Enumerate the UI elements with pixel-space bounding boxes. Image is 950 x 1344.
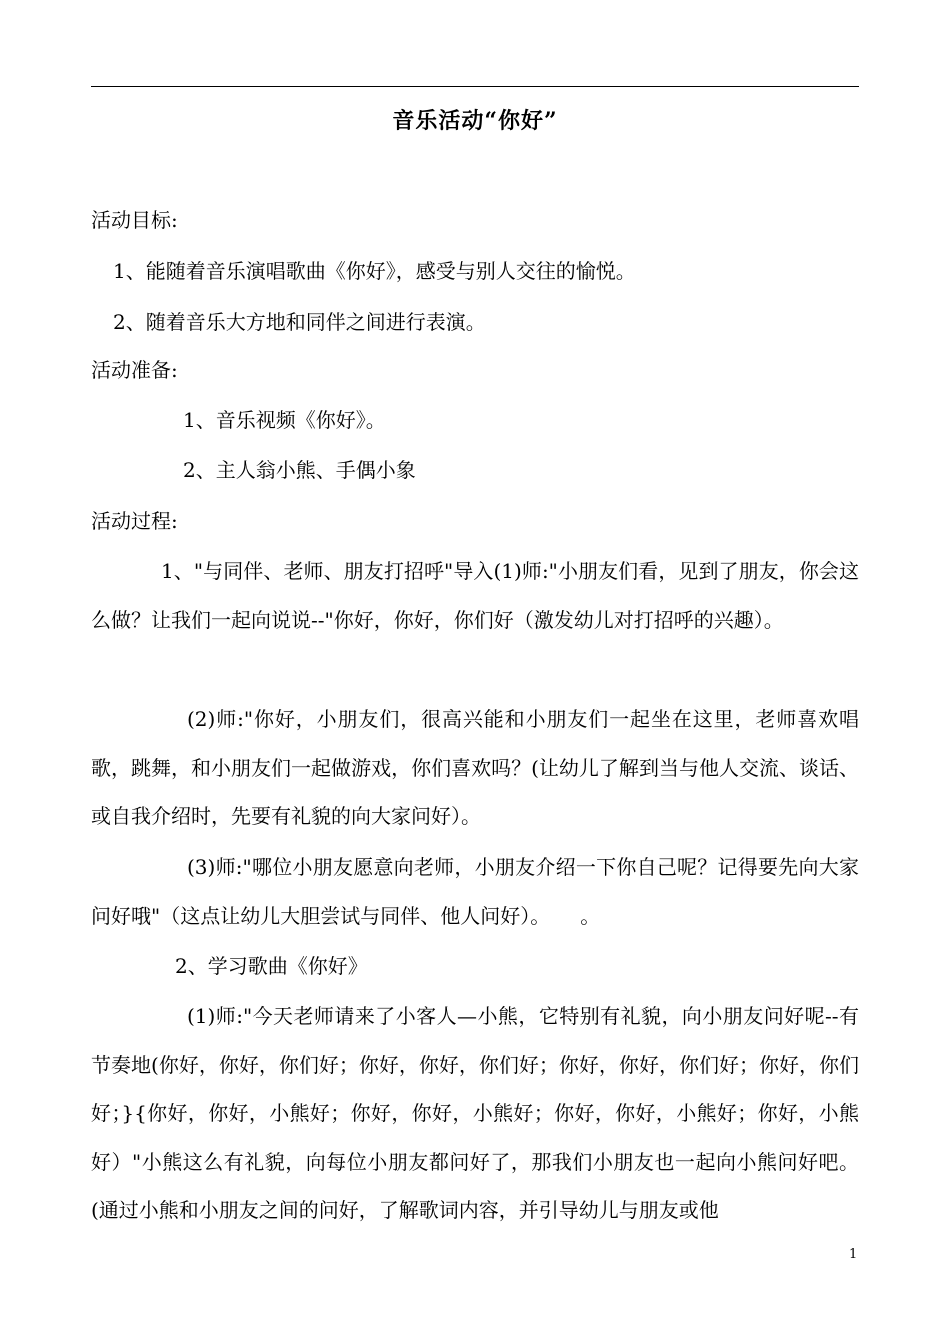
process-paragraph-2: (2)师:"你好，小朋友们，很高兴能和小朋友们一起坐在这里，老师喜欢唱歌，跳舞，和小朋友们一起做游戏，你们喜欢吗？(让幼儿了解到当与他人交流、谈话、或自我介绍时，先要有礼貌的向大家问好）。	[91, 707, 859, 829]
process-paragraph-5: (1)师:"今天老师请来了小客人—小熊，它特别有礼貌，向小朋友问好呢--有节奏地(你好，你好，你们好；你好，你好，你们好；你好，你好，你们好；你好，你们好；}{你好，你好，小熊好；你好，你好，小熊好；你好，你好，小熊好；你好，小熊好）"小熊这么有礼貌，向每位小朋友都问好了，那我们小朋友也一起向小熊问好吧。(通过小熊和小朋友之间的问好，了解歌词内容，并引导幼儿与朋友或他	[91, 1004, 859, 1223]
process-paragraph-3: (3)师:"哪位小朋友愿意向老师，小朋友介绍一下你自己呢？记得要先向大家问好哦"（这点让幼儿大胆尝试与同伴、他人问好）。 。	[91, 855, 859, 928]
document-title: 音乐活动“你好”	[392, 108, 558, 134]
page-number: 1	[849, 1247, 858, 1262]
goals-heading: 活动目标:	[91, 208, 178, 232]
process-paragraph-4: 2、学习歌曲《你好》	[175, 954, 368, 978]
goal-item-2: 2、随着音乐大方地和同伴之间进行表演。	[113, 310, 486, 334]
preparation-heading: 活动准备:	[91, 358, 178, 382]
preparation-item-2: 2、主人翁小熊、手偶小象	[183, 458, 416, 482]
preparation-item-1: 1、音乐视频《你好》。	[183, 408, 386, 432]
process-heading: 活动过程:	[91, 509, 178, 533]
process-paragraph-1: 1、"与同伴、老师、朋友打招呼"导入(1)师:"小朋友们看，见到了朋友，你会这么做？让我们一起向说说--"你好，你好，你们好（激发幼儿对打招呼的兴趣）。	[91, 559, 859, 632]
header-rule	[91, 86, 859, 87]
goal-item-1: 1、能随着音乐演唱歌曲《你好》，感受与别人交往的愉悦。	[113, 259, 636, 283]
